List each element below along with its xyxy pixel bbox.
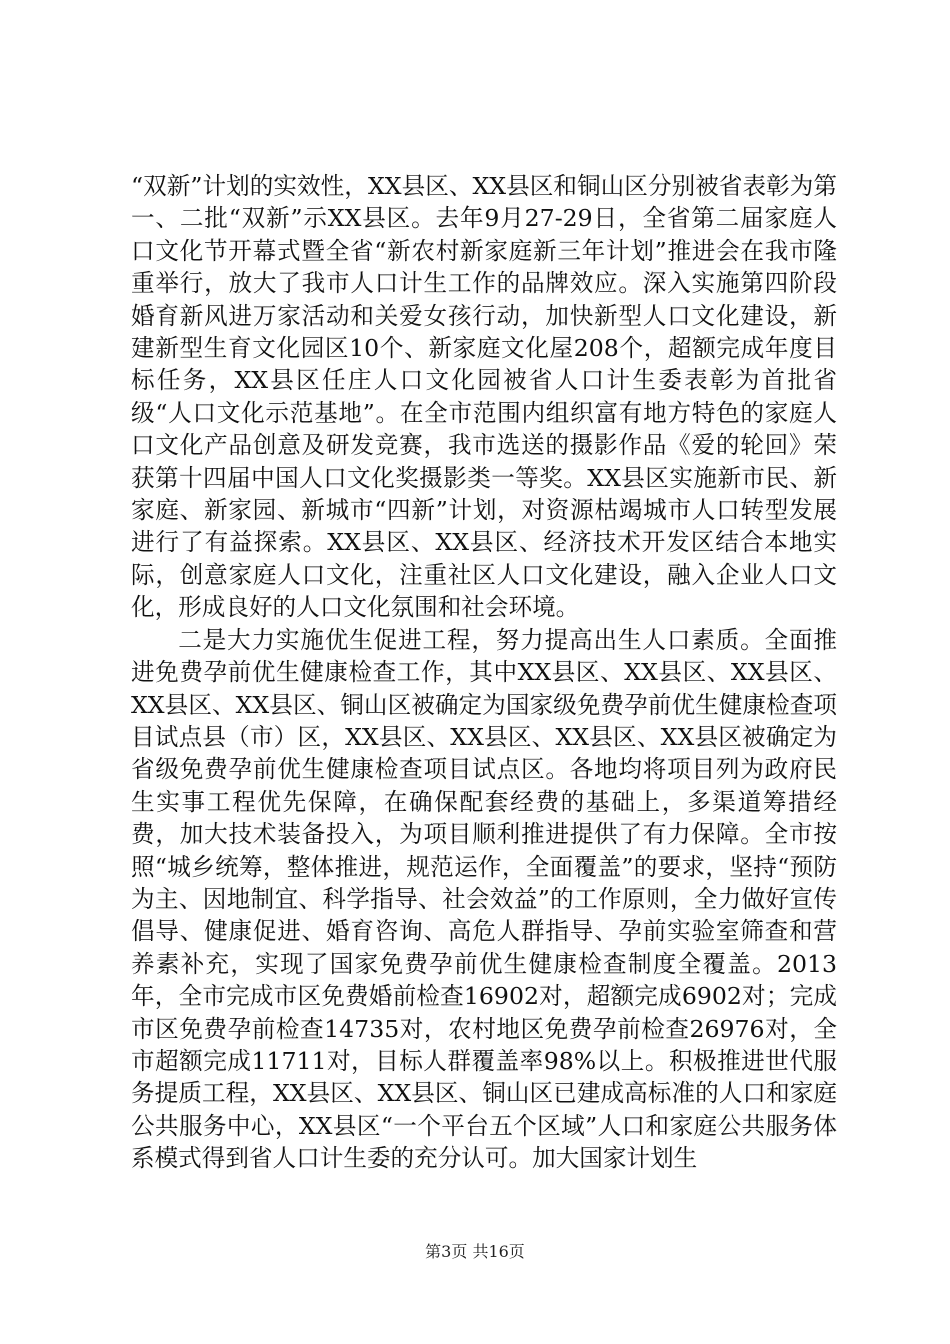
document-body <box>131 170 837 1175</box>
page-footer: 第3页 共16页 <box>425 1242 525 1261</box>
paragraph-1: “双新”计划的实效性，XX县区、XX县区和铜山区分别被省表彰为第一、二批“双新”示XX县区。去年9月27-29日，全省第二届家庭人口文化节开幕式暨全省“新农村新家庭新三年计划”推进会在我市隆重举行，放大了我市人口计生工作的品牌效应。深入实施第四阶段婚育新风进万家活动和关爱女孩行动，加快新型人口文化建设，新建新型生育文化园区10个、新家庭文化屋208个，超额完成年度目标任务，XX县区任庄人口文化园被省人口计生委表彰为首批省级“人口文化示范基地”。在全市范围内组织富有地方特色的家庭人口文化产品创意及研发竞赛，我市选送的摄影作品《爱的轮回》荣获第十四届中国人口文化奖摄影类一等奖。XX县区实施新市民、新家庭、新家园、新城市“四新”计划，对资源枯竭城市人口转型发展进行了有益探索。XX县区、XX县区、经济技术开发区结合本地实际，创意家庭人口文化，注重社区人口文化建设，融入企业人口文化，形成良好的人口文化氛围和社会环境。 <box>131 172 837 622</box>
paragraph-2: 二是大力实施优生促进工程，努力提高出生人口素质。全面推进免费孕前优生健康检查工作，其中XX县区、XX县区、XX县区、XX县区、XX县区、铜山区被确定为国家级免费孕前优生健康检查项目试点县（市）区，XX县区、XX县区、XX县区、XX县区被确定为省级免费孕前优生健康检查项目试点区。各地均将项目列为政府民生实事工程优先保障，在确保配套经费的基础上，多渠道筹措经费，加大技术装备投入，为项目顺利推进提供了有力保障。全市按照“城乡统筹，整体推进，规范运作，全面覆盖”的要求，坚持“预防为主、因地制宜、科学指导、社会效益”的工作原则，全力做好宣传倡导、健康促进、婚育咨询、高危人群指导、孕前实验室筛查和营养素补充，实现了国家免费孕前优生健康检查制度全覆盖。2013年，全市完成市区免费婚前检查16902对，超额完成6902对；完成市区免费孕前检查14735对，农村地区免费孕前检查26976对，全市超额完成11711对，目标人群覆盖率98%以上。积极推进世代服务提质工程，XX县区、XX县区、铜山区已建成高标准的人口和家庭公共服务中心，XX县区“一个平台五个区域”人口和家庭公共服务体系模式得到省人口计生委的充分认可。加大国家计划生 <box>131 625 837 1173</box>
